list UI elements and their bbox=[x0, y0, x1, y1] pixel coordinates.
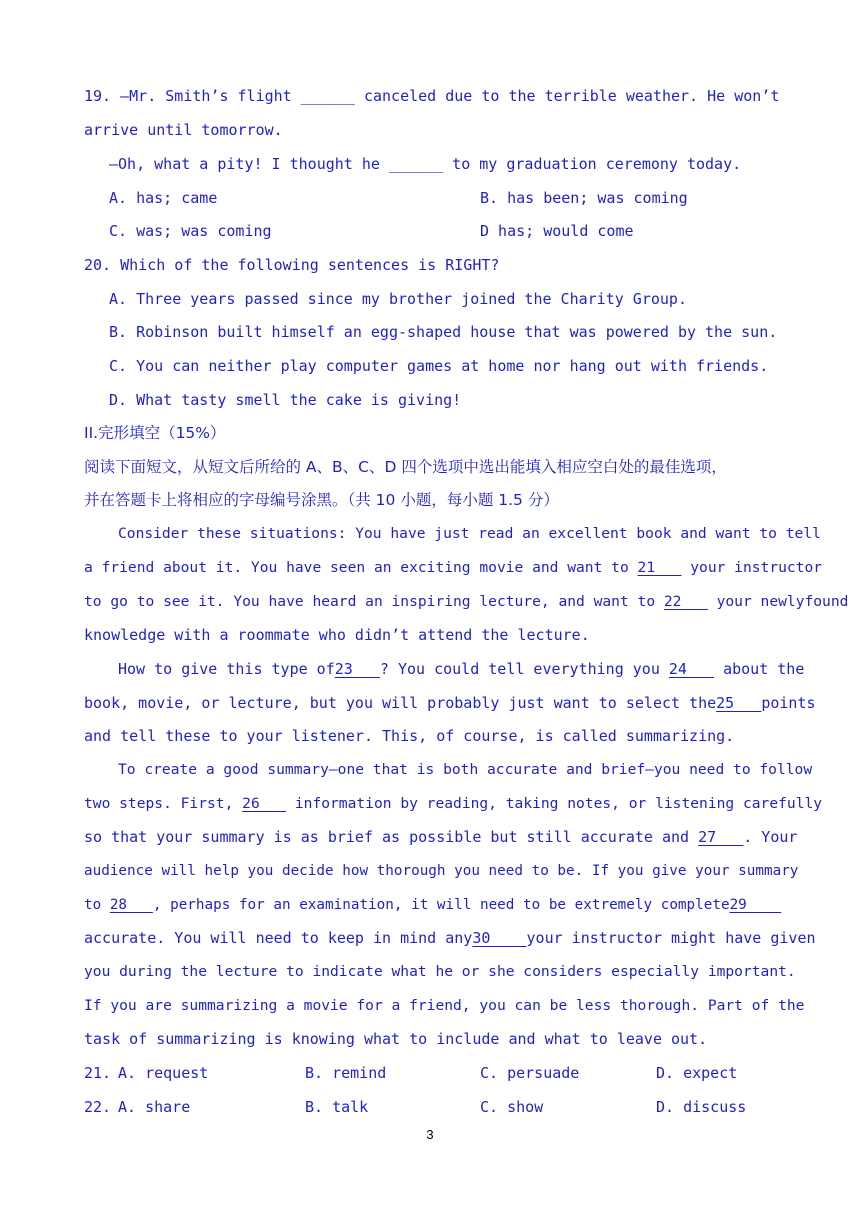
q19-line2: arrive until tomorrow. bbox=[84, 121, 283, 139]
passage-p3-line7: you during the lecture to indicate what he or she considers especially important. bbox=[84, 963, 796, 980]
q21-option-a: A. request bbox=[118, 1064, 209, 1082]
q20-option-d: D. What tasty smell the cake is giving! bbox=[109, 391, 462, 409]
passage-p3-line3: so that your summary is as brief as possible but still accurate and 27 . Your bbox=[84, 828, 798, 846]
q22-option-b: B. talk bbox=[305, 1098, 369, 1116]
passage-p3-line6: accurate. You will need to keep in mind any30 your instructor might have given bbox=[84, 929, 816, 947]
q19-line3: —Oh, what a pity! I thought he ______ to my graduation ceremony today. bbox=[109, 155, 742, 173]
q19-line1: 19. —Mr. Smith’s flight ______ canceled due to the terrible weather. He won’t bbox=[84, 87, 780, 105]
page-number: 3 bbox=[426, 1127, 434, 1142]
passage-p1-line2: a friend about it. You have seen an exciting movie and want to 21 your instructor bbox=[84, 559, 823, 576]
q22-option-d: D. discuss bbox=[656, 1098, 747, 1116]
passage-p1-line3: to go to see it. You have heard an inspiring lecture, and want to 22 your newlyfound bbox=[84, 593, 849, 610]
q21-option-c: C. persuade bbox=[480, 1064, 580, 1082]
q22-number: 22. bbox=[84, 1098, 112, 1116]
passage-p3-line4: audience will help you decide how thorough you need to be. If you give your summary bbox=[84, 863, 799, 879]
blank-28: 28 bbox=[109, 897, 153, 913]
q19-option-a: A. has; came bbox=[109, 189, 218, 207]
section-instructions-line2: 并在答题卡上将相应的字母编号涂黑。（共 10 小题，每小题 1.5 分） bbox=[84, 491, 559, 509]
passage-p3-line9: task of summarizing is knowing what to include and what to leave out. bbox=[84, 1030, 708, 1048]
blank-25: 25 bbox=[716, 694, 762, 712]
passage-p3-line8: If you are summarizing a movie for a friend, you can be less thorough. Part of the bbox=[84, 997, 805, 1014]
blank-29: 29 bbox=[729, 897, 782, 913]
blank-27: 27 bbox=[698, 828, 744, 846]
passage-p1-line1: Consider these situations: You have just read an excellent book and want to tell bbox=[118, 525, 821, 542]
passage-p2-line1: How to give this type of23 ? You could tell everything you 24 about the bbox=[118, 660, 805, 678]
q21-number: 21. bbox=[84, 1064, 112, 1082]
q21-option-b: B. remind bbox=[305, 1064, 387, 1082]
q20-option-a: A. Three years passed since my brother joined the Charity Group. bbox=[109, 290, 687, 308]
blank-23: 23 bbox=[334, 660, 380, 678]
blank-26: 26 bbox=[242, 795, 287, 812]
q19-option-b: B. has been; was coming bbox=[480, 189, 688, 207]
blank-30: 30 bbox=[472, 929, 527, 947]
q20-stem: 20. Which of the following sentences is RIGHT? bbox=[84, 256, 500, 274]
blank-24: 24 bbox=[668, 660, 715, 678]
q20-option-b: B. Robinson built himself an egg-shaped house that was powered by the sun. bbox=[109, 323, 778, 341]
q22-option-c: C. show bbox=[480, 1098, 544, 1116]
q19-option-c: C. was; was coming bbox=[109, 222, 272, 240]
q22-option-a: A. share bbox=[118, 1098, 191, 1116]
q19-option-d: D has; would come bbox=[480, 222, 634, 240]
passage-p2-line3: and tell these to your listener. This, of course, is called summarizing. bbox=[84, 727, 735, 745]
q21-option-d: D. expect bbox=[656, 1064, 738, 1082]
blank-22: 22 bbox=[663, 593, 708, 610]
section-heading: II.完形填空（15%） bbox=[84, 424, 226, 442]
passage-p3-line1: To create a good summary—one that is both accurate and brief—you need to follow bbox=[118, 761, 813, 778]
passage-p2-line2: book, movie, or lecture, but you will probably just want to select the25 points bbox=[84, 694, 816, 712]
passage-p3-line5: to 28 , perhaps for an examination, it will need to be extremely complete29 bbox=[84, 897, 782, 913]
passage-p1-line4: knowledge with a roommate who didn’t attend the lecture. bbox=[84, 626, 590, 644]
passage-p3-line2: two steps. First, 26 information by reading, taking notes, or listening carefully bbox=[84, 795, 823, 812]
blank-21: 21 bbox=[637, 559, 682, 576]
q20-option-c: C. You can neither play computer games at home nor hang out with friends. bbox=[109, 357, 769, 375]
section-instructions-line1: 阅读下面短文，从短文后所给的 A、B、C、D 四个选项中选出能填入相应空白处的最佳选项， bbox=[84, 458, 727, 476]
